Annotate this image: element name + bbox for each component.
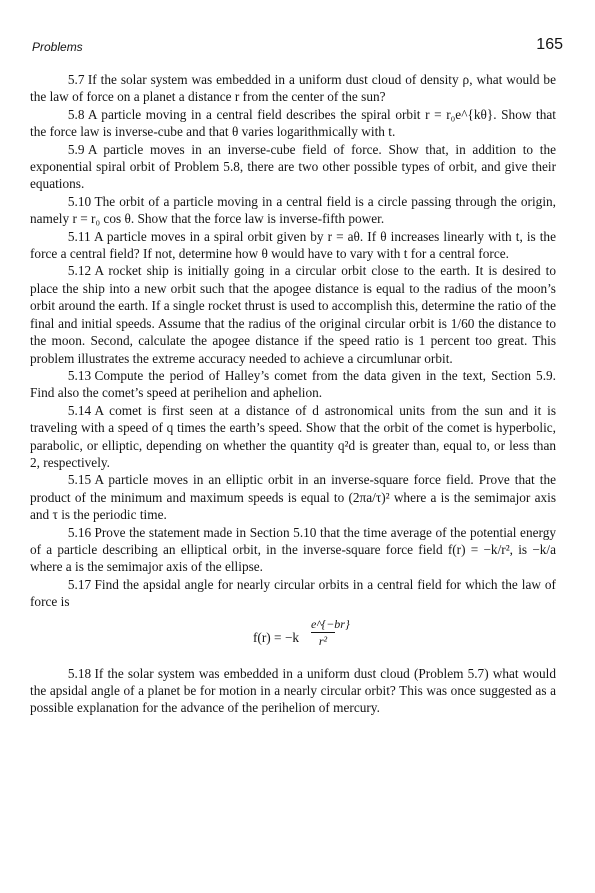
problem-text: If the solar system was embedded in a uniform dust cloud (Problem 5.7) what would the apsidal angle of a planet be for motion in a nearly circular orbit? This was once suggested as a possible explanation for the advance of the perihelion of mercury. — [30, 665, 556, 716]
problem-text: Find the apsidal angle for nearly circular orbits in a central field for which the law of force is — [30, 576, 556, 610]
problem-number: 5.11 — [67, 228, 91, 244]
equation-lhs: f(r) = −k — [253, 629, 300, 645]
problem-5-15 — [30, 471, 556, 523]
problem-number: 5.8 — [67, 106, 85, 122]
force-law-equation — [30, 617, 556, 657]
problem-5-16 — [30, 524, 556, 576]
problem-text: Prove the statement made in Section 5.10 that the time average of the potential energy of a particle describing an elliptical orbit, in the inverse-square force field f(r) = −k/r², is −k/a where a is the semimajor axis of the ellipse. — [30, 524, 556, 575]
problem-number: 5.18 — [67, 665, 92, 681]
problem-5-17 — [30, 576, 556, 611]
problem-text: A particle moves in a spiral orbit given by r = aθ. If θ increases linearly with t, is the force a central field? If not, determine how θ would have to vary with t for a central force. — [30, 228, 556, 262]
problem-number: 5.17 — [67, 576, 92, 592]
problem-5-12 — [30, 262, 556, 366]
equation-numerator: e^{−br} — [311, 616, 350, 631]
problem-5-18 — [30, 665, 556, 717]
problem-number: 5.14 — [67, 402, 92, 418]
problem-text: A particle moving in a central field describes the spiral orbit r = r₀e^{kθ}. Show that the force law is inverse-cube and that θ varies logarithmically with t. — [30, 106, 556, 140]
problem-5-7 — [30, 71, 556, 106]
equation-fraction — [311, 616, 350, 648]
problem-number: 5.16 — [67, 524, 92, 540]
problem-number: 5.9 — [67, 141, 85, 157]
fraction-bar — [311, 632, 335, 633]
page-number: 165 — [536, 36, 563, 53]
problem-number: 5.13 — [67, 367, 92, 383]
problem-text: Compute the period of Halley’s comet from the data given in the text, Section 5.9. Find also the comet’s speed at perihelion and aphelion. — [30, 367, 556, 401]
problem-text: A particle moves in an inverse-cube field of force. Show that, in addition to the exponential spiral orbit of Problem 5.8, there are two other possible types of orbit, and give their equations. — [30, 141, 556, 192]
problem-5-11 — [30, 228, 556, 263]
problem-number: 5.15 — [67, 472, 92, 488]
running-head: Problems — [32, 40, 83, 54]
problem-text: A rocket ship is initially going in a circular orbit close to the earth. It is desired to place the ship into a new orbit such that the apogee distance is equal to the radius of the moon’s orbit around the earth. If a single rocket thrust is used to accomplish this, determine the ratio of the final and initial speeds. Assume that the radius of the original circular orbit is 1/60 the distance to the moon. Second, calculate the apogee distance if the speed ratio is 1 percent too great. This problem illustrates the extreme accuracy needed to achieve a circumlunar orbit. — [30, 263, 556, 366]
problem-text: If the solar system was embedded in a uniform dust cloud of density ρ, what would be the law of force on a planet a distance r from the center of the sun? — [30, 72, 556, 105]
problem-5-8 — [30, 106, 556, 141]
problems-list — [30, 71, 556, 717]
problem-5-13 — [30, 367, 556, 402]
problem-text: A particle moves in an elliptic orbit in an inverse-square force field. Prove that the product of the minimum and maximum speeds is equal to (2πa/τ)² where a is the semimajor axis and τ is the periodic time. — [30, 472, 556, 523]
problem-number: 5.10 — [67, 193, 92, 209]
problem-text: A comet is first seen at a distance of d astronomical units from the sun and it is traveling with a speed of q times the earth’s speed. Show that the orbit of the comet is hyperbolic, parabolic, or elliptic, depending on whether the quantity q²d is greater than, equal to, or less than 2, respectively. — [30, 402, 556, 470]
problem-number: 5.12 — [67, 263, 92, 279]
problem-5-9 — [30, 141, 556, 193]
problem-5-10 — [30, 193, 556, 228]
problem-text: The orbit of a particle moving in a central field is a circle passing through the origin, namely r = r₀ cos θ. Show that the force law is inverse-fifth power. — [30, 193, 556, 227]
problem-number: 5.7 — [67, 72, 85, 87]
equation-denominator: r² — [318, 633, 328, 648]
page-header — [32, 36, 563, 58]
problem-5-14 — [30, 402, 556, 472]
